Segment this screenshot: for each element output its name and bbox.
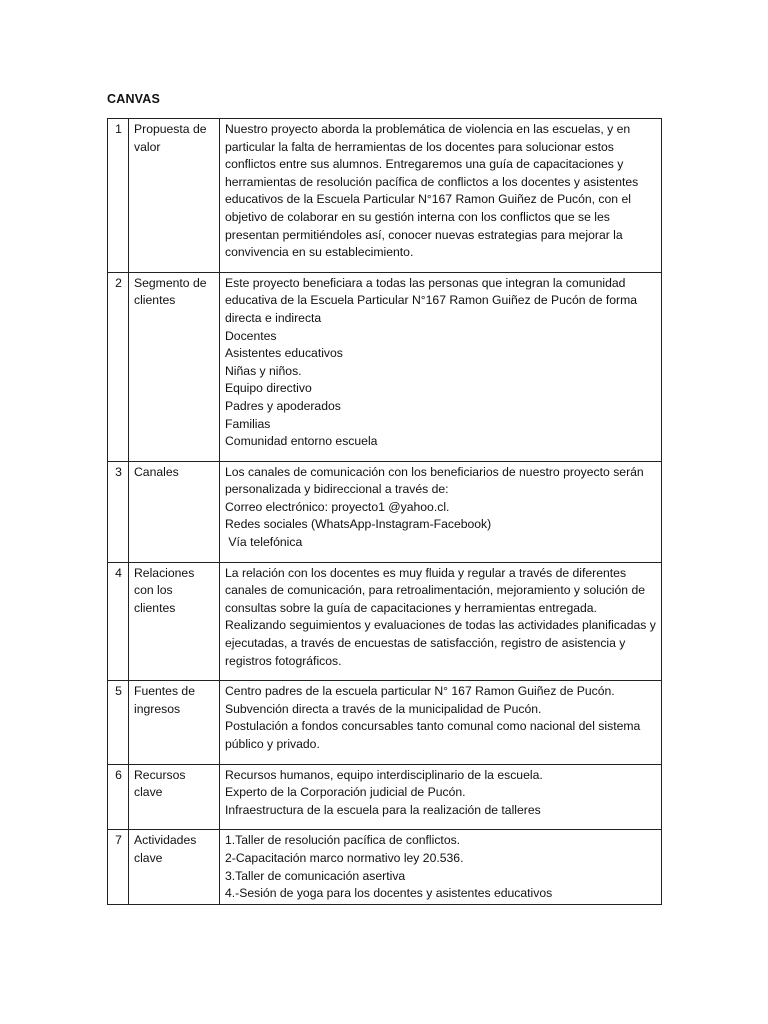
row-number: 7 [108,830,129,904]
row-label: Propuesta de valor [129,119,220,273]
row-label: Segmento de clientes [129,272,220,461]
canvas-row [108,562,662,681]
canvas-row [108,830,662,904]
canvas-row [108,119,662,273]
row-content [220,681,662,764]
row-label: Relaciones con los clientes [129,562,220,681]
row-content [220,830,662,904]
row-content [220,562,662,681]
content-line: Docentes [225,328,277,343]
content-line: Vía telefónica [225,535,303,550]
row-content [220,461,662,562]
canvas-row [108,461,662,562]
row-content [220,119,662,273]
canvas-row [108,272,662,461]
canvas-row [108,681,662,764]
content-line: 3.Taller de comunicación asertiva [225,868,406,883]
content-line: Comunidad entorno escuela [225,434,378,449]
content-line: Redes sociales (WhatsApp-Instagram-Facebook) [225,517,492,532]
row-label: Canales [129,461,220,562]
content-line: Centro padres de la escuela particular N° 167 Ramon Guiñez de Pucón. [225,684,615,699]
row-number: 6 [108,764,129,830]
content-line: Este proyecto beneficiara a todas las personas que integran la comunidad educativa de la Escuela Particular N°167 Ramon Guiñez de Pucón de forma directa e indirecta [225,275,641,325]
content-line: Infraestructura de la escuela para la realización de talleres [225,802,541,817]
row-content [220,764,662,830]
content-line: Los canales de comunicación con los beneficiarios de nuestro proyecto serán personalizada y bidireccional a través de: [225,464,648,497]
row-number: 5 [108,681,129,764]
content-line: Recursos humanos, equipo interdisciplinario de la escuela. [225,767,543,782]
row-label: Fuentes de ingresos [129,681,220,764]
document-title: CANVAS [107,92,161,106]
content-line: Padres y apoderados [225,398,341,413]
row-label: Recursos clave [129,764,220,830]
row-content [220,272,662,461]
content-line: Postulación a fondos concursables tanto comunal como nacional del sistema público y privado. [225,719,644,751]
row-number: 1 [108,119,129,273]
content-line: La relación con los docentes es muy fluida y regular a través de diferentes canales de comunicación, para retroalimentación, mejoramiento y solución de consultas sobre la guía de capacitaciones y herramientas entregada. [225,565,649,615]
content-line: Experto de la Corporación judicial de Pucón. [225,785,466,800]
row-number: 3 [108,461,129,562]
content-line: Asistentes educativos [225,346,343,361]
content-line: 2-Capacitación marco normativo ley 20.536. [225,850,464,865]
row-number: 2 [108,272,129,461]
content-line: Equipo directivo [225,381,312,396]
content-line: Realizando seguimientos y evaluaciones de todas las actividades planificadas y ejecutadas, a través de encuestas de satisfacción, registro de asistencia y registros fotográficos. [225,618,660,668]
content-line: Correo electrónico: proyecto1 @yahoo.cl. [225,499,450,514]
content-line: 1.Taller de resolución pacífica de conflictos. [225,833,461,848]
content-line: Niñas y niños. [225,363,302,378]
row-number: 4 [108,562,129,681]
row-label: Actividades clave [129,830,220,904]
canvas-row [108,764,662,830]
content-line: Nuestro proyecto aborda la problemática de violencia en las escuelas, y en particular la falta de herramientas de los docentes para solucionar estos conflictos entre sus alumnos. Entregaremos una guía de capacitaciones y herramientas de resolución pacífica de conflictos a los docentes y asistentes educativos de la Escuela Particular N°167 Ramon Guiñez de Pucón, con el objetivo de colaborar en su gestión interna con los conflictos que se les presentan permitiéndoles así, conocer nuevas estrategias para mejorar la convivencia en su establecimiento. [225,122,642,260]
content-line: Familias [225,416,271,431]
canvas-table [107,118,662,905]
content-line: 4.-Sesión de yoga para los docentes y asistentes educativos [225,886,553,901]
content-line: Subvención directa a través de la municipalidad de Pucón. [225,701,542,716]
